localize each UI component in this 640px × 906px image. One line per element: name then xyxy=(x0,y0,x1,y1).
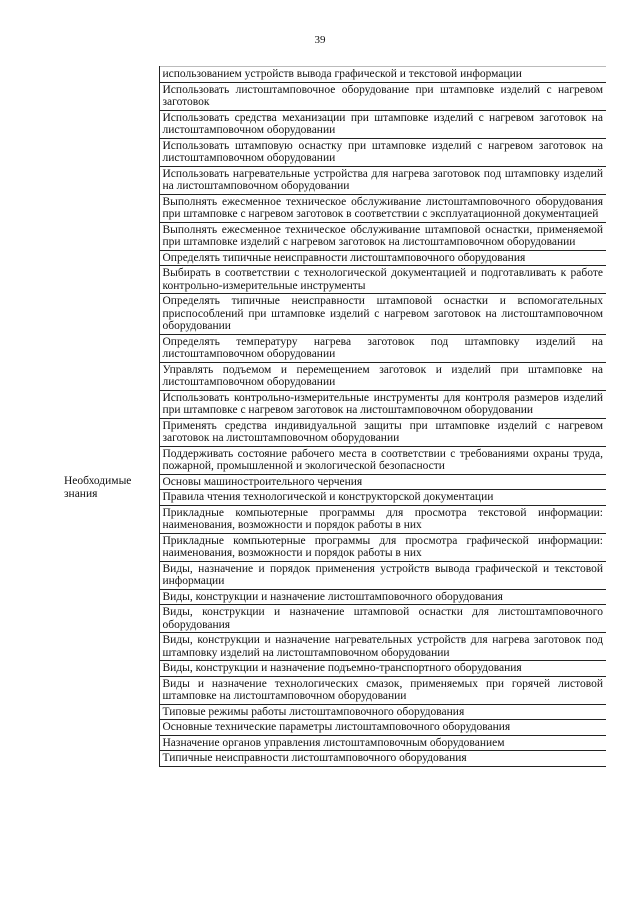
skill-item: Использовать штамповую оснастку при штамповке изделий с нагревом заготовок на листоштамповочном оборудовании xyxy=(159,138,606,166)
label-cell-empty xyxy=(62,266,159,294)
knowledge-item: Виды, назначение и порядок применения устройств вывода графической и текстовой информации xyxy=(159,561,606,589)
label-cell-empty xyxy=(62,166,159,194)
table-row xyxy=(62,474,606,490)
table-row xyxy=(62,334,606,362)
knowledge-label: Необходимые знания xyxy=(64,475,132,500)
label-cell-empty xyxy=(62,194,159,222)
label-cell-empty xyxy=(62,82,159,110)
skill-item: Выполнять ежесменное техническое обслуживание листоштамповочного оборудования при штамповке с нагревом заготовок в соответствии с эксплуатационной документацией xyxy=(159,194,606,222)
knowledge-item: Прикладные компьютерные программы для просмотра текстовой информации: наименования, возможности и порядок работы в них xyxy=(159,505,606,533)
skill-item: Использовать листоштамповочное оборудование при штамповке изделий с нагревом заготовок xyxy=(159,82,606,110)
knowledge-item: Виды и назначение технологических смазок, применяемых при горячей листовой штамповке на листоштамповочном оборудовании xyxy=(159,676,606,704)
table-row xyxy=(62,250,606,266)
skill-item: Определять температуру нагрева заготовок под штамповку изделий на листоштамповочном оборудовании xyxy=(159,334,606,362)
skill-item: Управлять подъемом и перемещением заготовок и изделий при штамповке на листоштамповочном оборудовании xyxy=(159,362,606,390)
knowledge-item: Назначение органов управления листоштамповочным оборудованием xyxy=(159,735,606,751)
knowledge-item: Виды, конструкции и назначение подъемно-транспортного оборудования xyxy=(159,661,606,677)
skill-item: Применять средства индивидуальной защиты при штамповке изделий с нагревом заготовок на листоштамповочном оборудовании xyxy=(159,418,606,446)
label-cell-empty xyxy=(62,138,159,166)
knowledge-item: Основы машиностроительного черчения xyxy=(159,474,606,490)
knowledge-item: Типичные неисправности листоштамповочного оборудования xyxy=(159,751,606,767)
skill-item: Определять типичные неисправности листоштамповочного оборудования xyxy=(159,250,606,266)
label-cell-empty xyxy=(62,390,159,418)
table-row xyxy=(62,194,606,222)
table-row xyxy=(62,266,606,294)
label-cell-empty xyxy=(62,110,159,138)
table-row xyxy=(62,138,606,166)
label-cell-empty xyxy=(62,294,159,335)
label-cell-empty xyxy=(62,222,159,250)
label-cell-empty xyxy=(62,446,159,474)
label-cell-empty xyxy=(62,334,159,362)
skill-item: Использовать нагревательные устройства для нагрева заготовок под штамповку изделий на листоштамповочном оборудовании xyxy=(159,166,606,194)
requirements-table xyxy=(62,66,606,767)
skill-item: использованием устройств вывода графической и текстовой информации xyxy=(159,67,606,83)
table-row xyxy=(62,67,606,83)
label-cell-empty xyxy=(62,67,159,83)
skill-item: Использовать контрольно-измерительные инструменты для контроля размеров изделий при штамповке с нагревом заготовок на листоштамповочном оборудовании xyxy=(159,390,606,418)
skill-item: Поддерживать состояние рабочего места в соответствии с требованиями охраны труда, пожарной, промышленной и экологической безопасности xyxy=(159,446,606,474)
knowledge-item: Виды, конструкции и назначение штамповой оснастки для листоштамповочного оборудования xyxy=(159,605,606,633)
knowledge-item: Типовые режимы работы листоштамповочного оборудования xyxy=(159,704,606,720)
table-row xyxy=(62,222,606,250)
table-row xyxy=(62,446,606,474)
table-row xyxy=(62,166,606,194)
label-cell-empty xyxy=(62,362,159,390)
table-row xyxy=(62,362,606,390)
knowledge-item: Прикладные компьютерные программы для просмотра графической информации: наименования, возможности и порядок работы в них xyxy=(159,533,606,561)
skill-item: Выбирать в соответствии с технологической документацией и подготавливать к работе контрольно-измерительные инструменты xyxy=(159,266,606,294)
label-cell-empty xyxy=(62,418,159,446)
table-row xyxy=(62,110,606,138)
skill-item: Использовать средства механизации при штамповке изделий с нагревом заготовок на листоштамповочном оборудовании xyxy=(159,110,606,138)
knowledge-item: Основные технические параметры листоштамповочного оборудования xyxy=(159,720,606,736)
skill-item: Определять типичные неисправности штамповой оснастки и вспомогательных приспособлений при штамповке изделий с нагревом заготовок на листоштамповочном оборудовании xyxy=(159,294,606,335)
table-row xyxy=(62,82,606,110)
knowledge-item: Правила чтения технологической и конструкторской документации xyxy=(159,490,606,506)
table-row xyxy=(62,390,606,418)
knowledge-label-cell xyxy=(62,474,159,766)
knowledge-item: Виды, конструкции и назначение нагревательных устройств для нагрева заготовок под штамповку изделий на листоштамповочном оборудовании xyxy=(159,633,606,661)
table-row xyxy=(62,418,606,446)
knowledge-item: Виды, конструкции и назначение листоштамповочного оборудования xyxy=(159,589,606,605)
skill-item: Выполнять ежесменное техническое обслуживание штамповой оснастки, применяемой при штамповке изделий с нагревом заготовок на листоштамповочном оборудовании xyxy=(159,222,606,250)
label-cell-empty xyxy=(62,250,159,266)
table-row xyxy=(62,294,606,335)
page-number: 39 xyxy=(314,34,326,46)
